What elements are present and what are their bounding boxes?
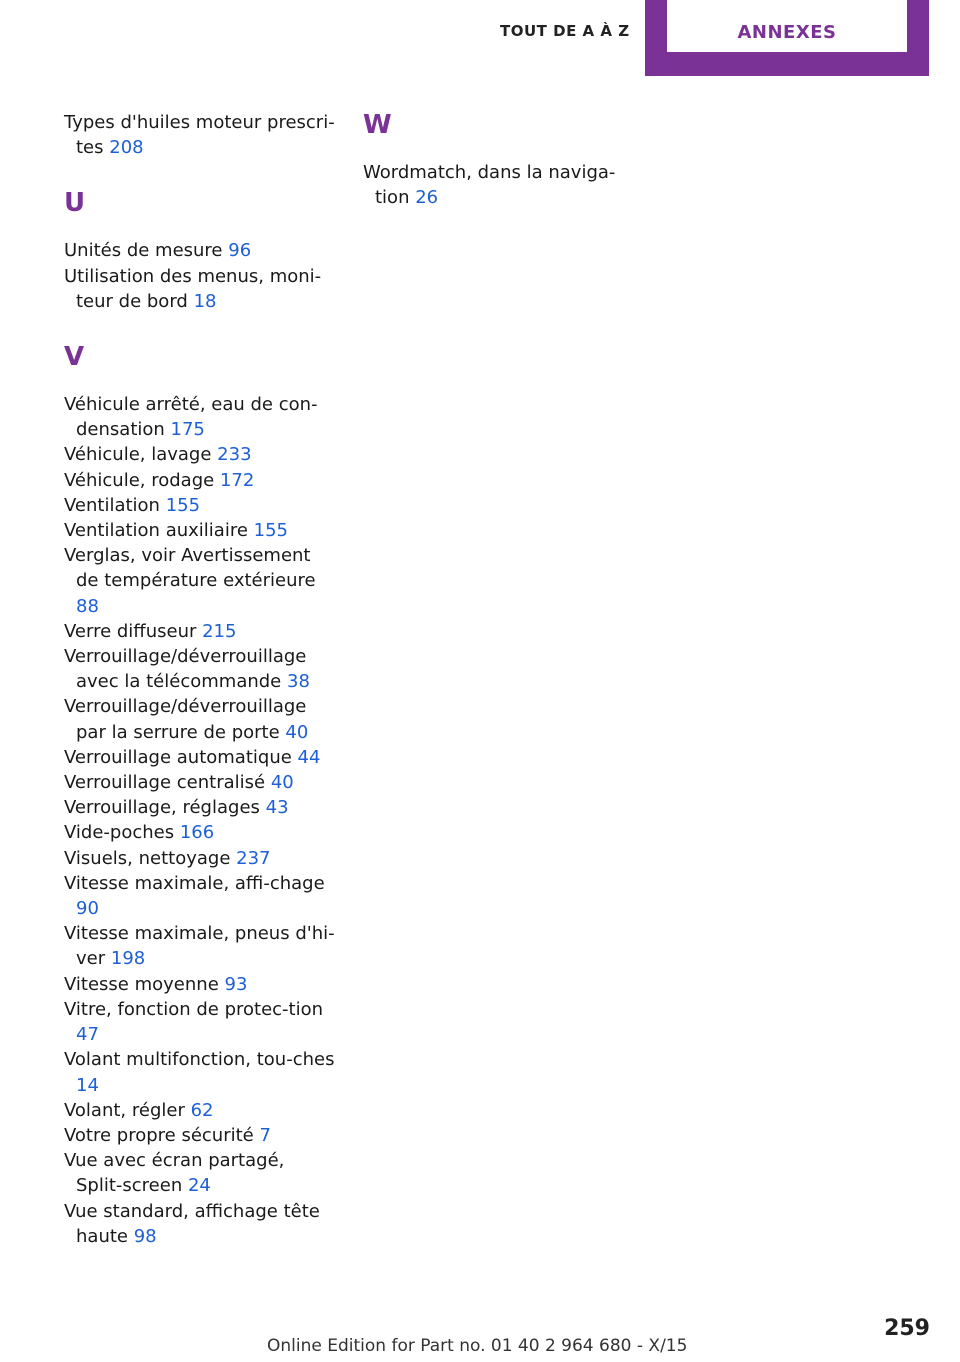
index-entry[interactable] bbox=[64, 694, 336, 744]
index-entry[interactable] bbox=[64, 871, 336, 921]
entry-text: Verglas, voir Avertissement de température extérieure bbox=[64, 545, 316, 592]
entry-text: Vitesse maximale, pneus d'hi-ver bbox=[64, 923, 335, 970]
page-link[interactable]: 155 bbox=[165, 494, 201, 516]
entry-text: Wordmatch, dans la naviga-tion bbox=[363, 162, 616, 209]
index-letter-heading: W bbox=[363, 110, 392, 140]
page-link[interactable]: 43 bbox=[265, 797, 289, 819]
chapter-tab-label: ANNEXES bbox=[737, 22, 837, 43]
entry-text: Véhicule arrêté, eau de con-densation bbox=[64, 394, 318, 441]
index-entry[interactable] bbox=[64, 1199, 336, 1249]
index-column-right bbox=[363, 110, 623, 238]
page-link[interactable]: 44 bbox=[297, 746, 321, 768]
index-entry[interactable] bbox=[64, 745, 336, 770]
index-entry[interactable] bbox=[64, 644, 336, 694]
page-link[interactable]: 166 bbox=[179, 822, 215, 844]
entry-text: Véhicule, rodage bbox=[64, 469, 215, 491]
section-title: TOUT DE A À Z bbox=[500, 22, 630, 40]
page-link[interactable]: 90 bbox=[76, 898, 99, 920]
entry-text: Verre diffuseur bbox=[64, 620, 197, 642]
index-entry[interactable] bbox=[64, 493, 336, 518]
index-group-u bbox=[64, 188, 336, 314]
index-entry[interactable] bbox=[64, 1098, 336, 1123]
index-entry[interactable] bbox=[64, 1047, 336, 1097]
page-link[interactable]: 38 bbox=[287, 671, 310, 693]
page-link[interactable]: 175 bbox=[170, 419, 205, 441]
entry-text: Visuels, nettoyage bbox=[64, 847, 231, 869]
page-link[interactable]: 24 bbox=[187, 1175, 211, 1197]
index-entry[interactable] bbox=[64, 972, 336, 997]
page-link[interactable]: 208 bbox=[109, 137, 144, 159]
index-column-left bbox=[64, 110, 336, 1277]
index-entry[interactable] bbox=[64, 770, 336, 795]
entry-text: Types d'huiles moteur prescri-tes bbox=[64, 112, 335, 159]
index-entry[interactable] bbox=[64, 619, 336, 644]
edition-footer: Online Edition for Part no. 01 40 2 964 680 - X/15 bbox=[267, 1336, 688, 1356]
page-link[interactable]: 237 bbox=[236, 847, 271, 869]
index-entry[interactable] bbox=[64, 795, 336, 820]
page-link[interactable]: 62 bbox=[190, 1099, 214, 1121]
page-link[interactable]: 155 bbox=[253, 520, 288, 542]
index-entry[interactable] bbox=[64, 110, 336, 160]
index-entry[interactable] bbox=[64, 846, 336, 871]
page-link[interactable]: 26 bbox=[415, 187, 439, 209]
page-number: 259 bbox=[884, 1316, 930, 1341]
index-group-t-continued bbox=[64, 110, 336, 160]
index-entry[interactable] bbox=[64, 238, 336, 263]
page-link[interactable]: 233 bbox=[217, 444, 252, 466]
chapter-tab[interactable] bbox=[645, 0, 929, 76]
entry-text: Vide-poches bbox=[64, 822, 175, 844]
entry-text: Volant, régler bbox=[64, 1099, 185, 1121]
entry-text: Utilisation des menus, moni-teur de bord bbox=[64, 265, 322, 312]
entry-text: Vue standard, affichage tête haute bbox=[64, 1200, 320, 1247]
entry-text: Véhicule, lavage bbox=[64, 444, 212, 466]
index-entry[interactable] bbox=[64, 543, 336, 619]
page-link[interactable]: 7 bbox=[259, 1124, 271, 1146]
index-entry[interactable] bbox=[64, 442, 336, 467]
index-entry[interactable] bbox=[64, 468, 336, 493]
index-entry[interactable] bbox=[64, 1148, 336, 1198]
entry-text: Vitesse maximale, affi-chage bbox=[64, 872, 325, 894]
index-entry[interactable] bbox=[64, 1123, 336, 1148]
index-letter-heading: U bbox=[64, 188, 86, 219]
page-link[interactable]: 14 bbox=[76, 1074, 99, 1096]
entry-text: Ventilation auxiliaire bbox=[64, 520, 248, 542]
entry-text: Verrouillage/déverrouillage par la serrure de porte bbox=[64, 696, 307, 743]
page-link[interactable]: 198 bbox=[110, 948, 146, 970]
chapter-tab-inner bbox=[667, 0, 907, 52]
page-link[interactable]: 215 bbox=[202, 620, 237, 642]
entry-text: Verrouillage, réglages bbox=[64, 797, 260, 819]
index-group-w bbox=[363, 110, 623, 210]
index-entry[interactable] bbox=[64, 921, 336, 971]
entry-text: Verrouillage centralisé bbox=[64, 772, 266, 794]
entry-text: Vitesse moyenne bbox=[64, 973, 219, 995]
entry-text: Ventilation bbox=[64, 494, 160, 516]
index-entry[interactable] bbox=[64, 518, 336, 543]
entry-text: Votre propre sécurité bbox=[64, 1124, 254, 1146]
index-entry[interactable] bbox=[64, 264, 336, 314]
index-letter-heading: V bbox=[64, 342, 85, 373]
page-link[interactable]: 96 bbox=[228, 240, 252, 262]
entry-text: Volant multifonction, tou-ches bbox=[64, 1049, 335, 1071]
page-link[interactable]: 98 bbox=[133, 1225, 157, 1247]
entry-text: Verrouillage/déverrouillage avec la télécommande bbox=[64, 646, 307, 693]
index-entry[interactable] bbox=[363, 160, 623, 210]
page-link[interactable]: 18 bbox=[193, 290, 217, 312]
entry-text: Vue avec écran partagé, Split-screen bbox=[64, 1150, 285, 1197]
index-entry[interactable] bbox=[64, 820, 336, 845]
entry-text: Verrouillage automatique bbox=[64, 746, 292, 768]
page-link[interactable]: 93 bbox=[224, 973, 248, 995]
index-entry[interactable] bbox=[64, 997, 336, 1047]
index-group-v bbox=[64, 342, 336, 1249]
entry-text: Vitre, fonction de protec-tion bbox=[64, 998, 324, 1020]
entry-text: Unités de mesure bbox=[64, 240, 223, 262]
index-entry[interactable] bbox=[64, 392, 336, 442]
page-link[interactable]: 40 bbox=[285, 721, 309, 743]
page-link[interactable]: 40 bbox=[270, 772, 294, 794]
page-link[interactable]: 47 bbox=[76, 1024, 99, 1046]
page-link[interactable]: 88 bbox=[76, 595, 99, 617]
page-link[interactable]: 172 bbox=[219, 469, 255, 491]
